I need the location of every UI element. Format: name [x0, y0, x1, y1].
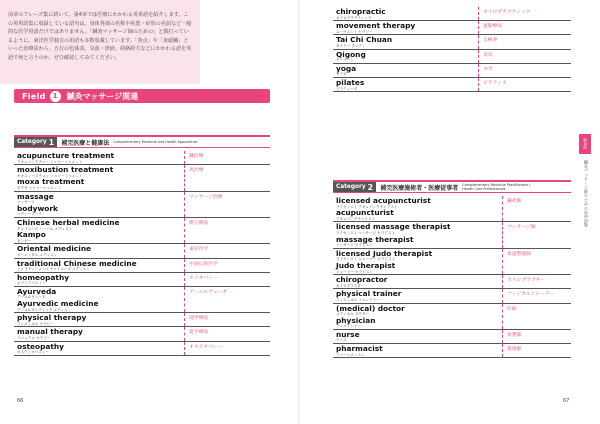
japanese-meaning: 徒手療法 [189, 330, 209, 336]
meaning-column [185, 287, 270, 312]
kana-reading: ホウミアパスィー [17, 281, 46, 286]
english-term: massage therapist [336, 234, 414, 244]
english-term: Tai Chi Chuan [336, 35, 393, 45]
meaning-column [185, 151, 270, 164]
term-column [14, 327, 185, 340]
vocab-entry [14, 218, 270, 244]
meaning-column [503, 196, 571, 221]
term-column [333, 50, 479, 63]
chapter-side-label: 鍼灸マッサージ師のための英単語集 [584, 160, 589, 228]
vocab-entry [333, 7, 571, 21]
english-term: licensed massage therapist [336, 222, 451, 232]
term-column [333, 64, 479, 77]
kana-reading: ムーヴメント セラピー [336, 29, 373, 34]
english-term: moxibustion treatment [17, 165, 114, 175]
kana-reading: モキスィバスチョン トゥリートゥメント [17, 173, 83, 178]
kana-reading: チャイニーズ ハーバル メディスン [17, 226, 73, 231]
kana-reading: トゥラディショナル チャイニーズ メディスン [17, 267, 90, 272]
category-title-en: Complementary Medicine and Health Approaches [113, 140, 198, 144]
english-term: Judo therapist [336, 260, 396, 270]
english-term: physician [336, 315, 376, 325]
meaning-column [479, 64, 571, 77]
japanese-meaning: オステオパシー [189, 344, 223, 350]
vocab-entry [14, 192, 270, 218]
english-term: bodywork [17, 203, 58, 213]
kana-reading: フィズィカル セラピー [17, 321, 54, 326]
term-column [333, 35, 479, 48]
kana-reading: ファーマスィスト [336, 352, 365, 357]
page-number-left: 66 [17, 398, 24, 404]
meaning-column [479, 7, 571, 20]
term-column [14, 192, 185, 217]
english-term: Kampo [17, 230, 46, 240]
meaning-column [185, 342, 270, 355]
category-title: 補完医療と健康法 [61, 139, 110, 147]
kana-reading: マッサージ [17, 200, 35, 205]
term-column [14, 313, 185, 326]
english-term: pharmacist [336, 344, 383, 354]
meaning-column [479, 50, 571, 63]
vocab-entry [333, 330, 571, 344]
meaning-column [185, 244, 270, 257]
meaning-column [185, 327, 270, 340]
english-term: osteopathy [17, 341, 64, 351]
vocab-entry [14, 342, 270, 356]
term-column [333, 21, 479, 34]
english-term: yoga [336, 63, 357, 73]
kana-reading: アキュパンクチャー トゥリートゥメント [17, 159, 83, 164]
japanese-meaning: 鍼治療 [189, 154, 204, 159]
japanese-meaning: 看護師 [507, 332, 522, 338]
japanese-meaning: 中国伝統医学 [189, 261, 218, 267]
term-column [333, 222, 503, 247]
term-column [333, 289, 503, 302]
field-banner [14, 89, 270, 103]
term-column [333, 304, 503, 329]
meaning-column [185, 192, 270, 217]
vocab-entry [14, 259, 270, 273]
english-term: chiropractic [336, 7, 386, 16]
kana-reading: ピラティーズ [336, 86, 358, 91]
japanese-meaning: アーユルヴェーダ [189, 289, 228, 295]
kana-reading: タイチー チュアン [336, 43, 366, 48]
english-term: traditional Chinese medicine [17, 258, 137, 268]
vocab-entry [14, 151, 270, 165]
vocab-entry [333, 78, 571, 92]
page-number-right: 67 [563, 398, 570, 404]
meaning-column [503, 222, 571, 247]
category-1-header [14, 135, 270, 148]
kana-reading: マッサージ セラピスト [336, 243, 373, 248]
english-term: Qigong [336, 49, 366, 59]
japanese-meaning: ピラティス [483, 80, 507, 86]
term-column [14, 165, 185, 190]
meaning-column [185, 313, 270, 326]
kana-reading: ジュードー セラピスト [336, 269, 374, 274]
kana-reading: マニュアル セラピー [17, 336, 51, 341]
category-title-en: Complementary Medicine Practitioners / Health Care Professionals [462, 183, 531, 191]
meaning-column [479, 35, 571, 48]
kana-reading: ライセンスト アキュパンクチャリスト [336, 204, 398, 209]
meaning-column [185, 165, 270, 190]
japanese-meaning: マッサージ師 [507, 225, 536, 231]
english-term: Ayurvedic medicine [17, 299, 99, 309]
vocab-entry [333, 275, 571, 289]
kana-reading: アーユルヴェディック メディスン [17, 307, 72, 312]
vocab-entry [333, 196, 571, 222]
english-term: Oriental medicine [17, 244, 92, 254]
term-column [333, 196, 503, 221]
japanese-meaning: 鍼灸師 [507, 199, 522, 204]
term-column [14, 151, 185, 164]
vocab-entry [333, 222, 571, 248]
kana-reading: バディーワーク [17, 212, 42, 217]
japanese-meaning: 気功 [483, 52, 493, 58]
meaning-column [479, 21, 571, 34]
chapter-tab: 第4章 [579, 134, 591, 154]
english-term: moxa treatment [17, 177, 85, 187]
vocab-entry [333, 35, 571, 49]
meaning-column [185, 259, 270, 272]
japanese-meaning: 太極拳 [483, 38, 498, 44]
japanese-meaning: ヨガ [483, 66, 493, 72]
term-column [14, 287, 185, 312]
term-column [14, 273, 185, 286]
vocab-entry [14, 287, 270, 313]
meaning-column [503, 275, 571, 288]
kana-reading: ナース [336, 338, 347, 343]
term-column [14, 244, 185, 257]
japanese-meaning: フィジカルトレーナー [507, 292, 555, 298]
term-column [14, 342, 185, 355]
english-term: licensed acupuncturist [336, 196, 431, 205]
vocab-entry [333, 344, 571, 358]
japanese-meaning: 運動療法 [483, 24, 503, 30]
english-term: licensed Judo therapist [336, 248, 433, 258]
category-label: Category [336, 184, 366, 190]
term-column [14, 218, 185, 243]
vocab-entry [14, 313, 270, 327]
kana-reading: カイロプラクティック [336, 15, 372, 20]
meaning-column [185, 218, 270, 243]
kana-reading: オリエンタル メディスン [17, 252, 58, 257]
term-column [333, 7, 479, 20]
term-column [14, 259, 185, 272]
intro-text: 前章のフレーズ集に続いて、第4章では医療にかかわる英単語を紹介します。この英単語集に収録している語句は、身体各部の名称や疾患・症状の名前など一般的な医学用語だけではありません。「鍼灸マッサージ師のための」と銘打っているように、東洋医学独自の用語も多数収載しています。「灸点」や「灸頭鍼」といった治療法から、五行の色体表、気血・津液、経絡経穴などにかかわる語を英語で何と言うのか、ぜひ確認してみてください。 [8, 12, 192, 61]
field-label: Field [22, 91, 46, 101]
vocab-entry [14, 165, 270, 191]
vocab-entry [333, 50, 571, 64]
vocab-entry [14, 327, 270, 341]
continued-vocab-list [333, 7, 571, 92]
category-title: 補完医療施術者・医療従事者 [380, 184, 459, 192]
english-term: Ayurveda [17, 286, 57, 296]
vocab-entry [333, 289, 571, 303]
vocab-entry [333, 21, 571, 35]
term-column [333, 344, 503, 357]
english-term: nurse [336, 329, 360, 339]
category-number: 2 [367, 182, 374, 192]
english-term: physical therapy [17, 313, 87, 323]
japanese-meaning: マッサージ治療 [189, 194, 223, 200]
category-number: 1 [48, 137, 55, 147]
kana-reading: アーユルヴェーダ [17, 295, 46, 300]
kana-reading: ライセンスト ジュードー セラピスト [336, 257, 396, 262]
japanese-meaning: 漢方療法 [189, 220, 209, 226]
japanese-meaning: 理学療法 [189, 316, 209, 322]
vocab-entry [333, 304, 571, 330]
japanese-meaning: カイロプラクター [507, 278, 546, 284]
kana-reading: カイロプラクター [336, 283, 365, 288]
english-term: chiropractor [336, 275, 388, 285]
english-term: pilates [336, 77, 365, 87]
vocab-entry [333, 64, 571, 78]
vocab-entry [14, 273, 270, 287]
english-term: Chinese herbal medicine [17, 217, 120, 227]
kana-reading: フィズィカル トゥレイナー [336, 297, 380, 302]
category-2-header [333, 180, 571, 193]
meaning-column [503, 289, 571, 302]
english-term: (medical) doctor [336, 303, 405, 313]
vocab-entry [333, 249, 571, 275]
kana-reading: ライセンスト マッサージ セラピスト [336, 230, 396, 235]
english-term: acupuncturist [336, 208, 394, 218]
term-column [333, 330, 503, 343]
term-column [333, 275, 503, 288]
kana-reading: オスティオパスィー [17, 350, 49, 355]
japanese-meaning: 柔道整復師 [507, 251, 531, 257]
right-page [300, 0, 600, 424]
english-term: massage [17, 191, 54, 201]
term-column [333, 249, 503, 274]
english-term: homeopathy [17, 272, 70, 282]
kana-reading: カンポー [17, 238, 32, 243]
japanese-meaning: 医師 [507, 306, 517, 312]
category-tag [333, 182, 376, 192]
japanese-meaning: 東洋医学 [189, 247, 209, 253]
category-label: Category [17, 139, 47, 145]
term-column [333, 78, 479, 91]
kana-reading: メディカル ダクター [336, 312, 370, 317]
meaning-column [185, 273, 270, 286]
kana-reading: アキュパンクチャリスト [336, 216, 376, 221]
meaning-column [503, 344, 571, 357]
english-term: physical trainer [336, 289, 402, 299]
kana-reading: モクサ トゥリートゥメント [17, 185, 62, 190]
japanese-meaning: カイロプラクティック [483, 10, 531, 15]
kana-reading: フィズィシャン [336, 324, 361, 329]
category-1-vocab-list [14, 151, 270, 356]
intro-box [0, 0, 200, 84]
meaning-column [503, 304, 571, 329]
japanese-meaning: ホメオパシー [189, 275, 218, 281]
english-term: manual therapy [17, 327, 83, 337]
field-title: 鍼灸マッサージ関連 [66, 91, 139, 101]
field-number: 1 [50, 91, 61, 102]
kana-reading: チーゴーン [336, 58, 354, 63]
meaning-column [503, 330, 571, 343]
meaning-column [503, 249, 571, 274]
meaning-column [479, 78, 571, 91]
category-2-vocab-list [333, 196, 571, 358]
kana-reading: ヨウガ [336, 72, 347, 77]
english-term: acupuncture treatment [17, 151, 115, 160]
english-term: movement therapy [336, 21, 416, 31]
category-tag [14, 137, 57, 147]
japanese-meaning: 灸治療 [189, 168, 204, 174]
japanese-meaning: 薬剤師 [507, 347, 522, 353]
vocab-entry [14, 244, 270, 258]
